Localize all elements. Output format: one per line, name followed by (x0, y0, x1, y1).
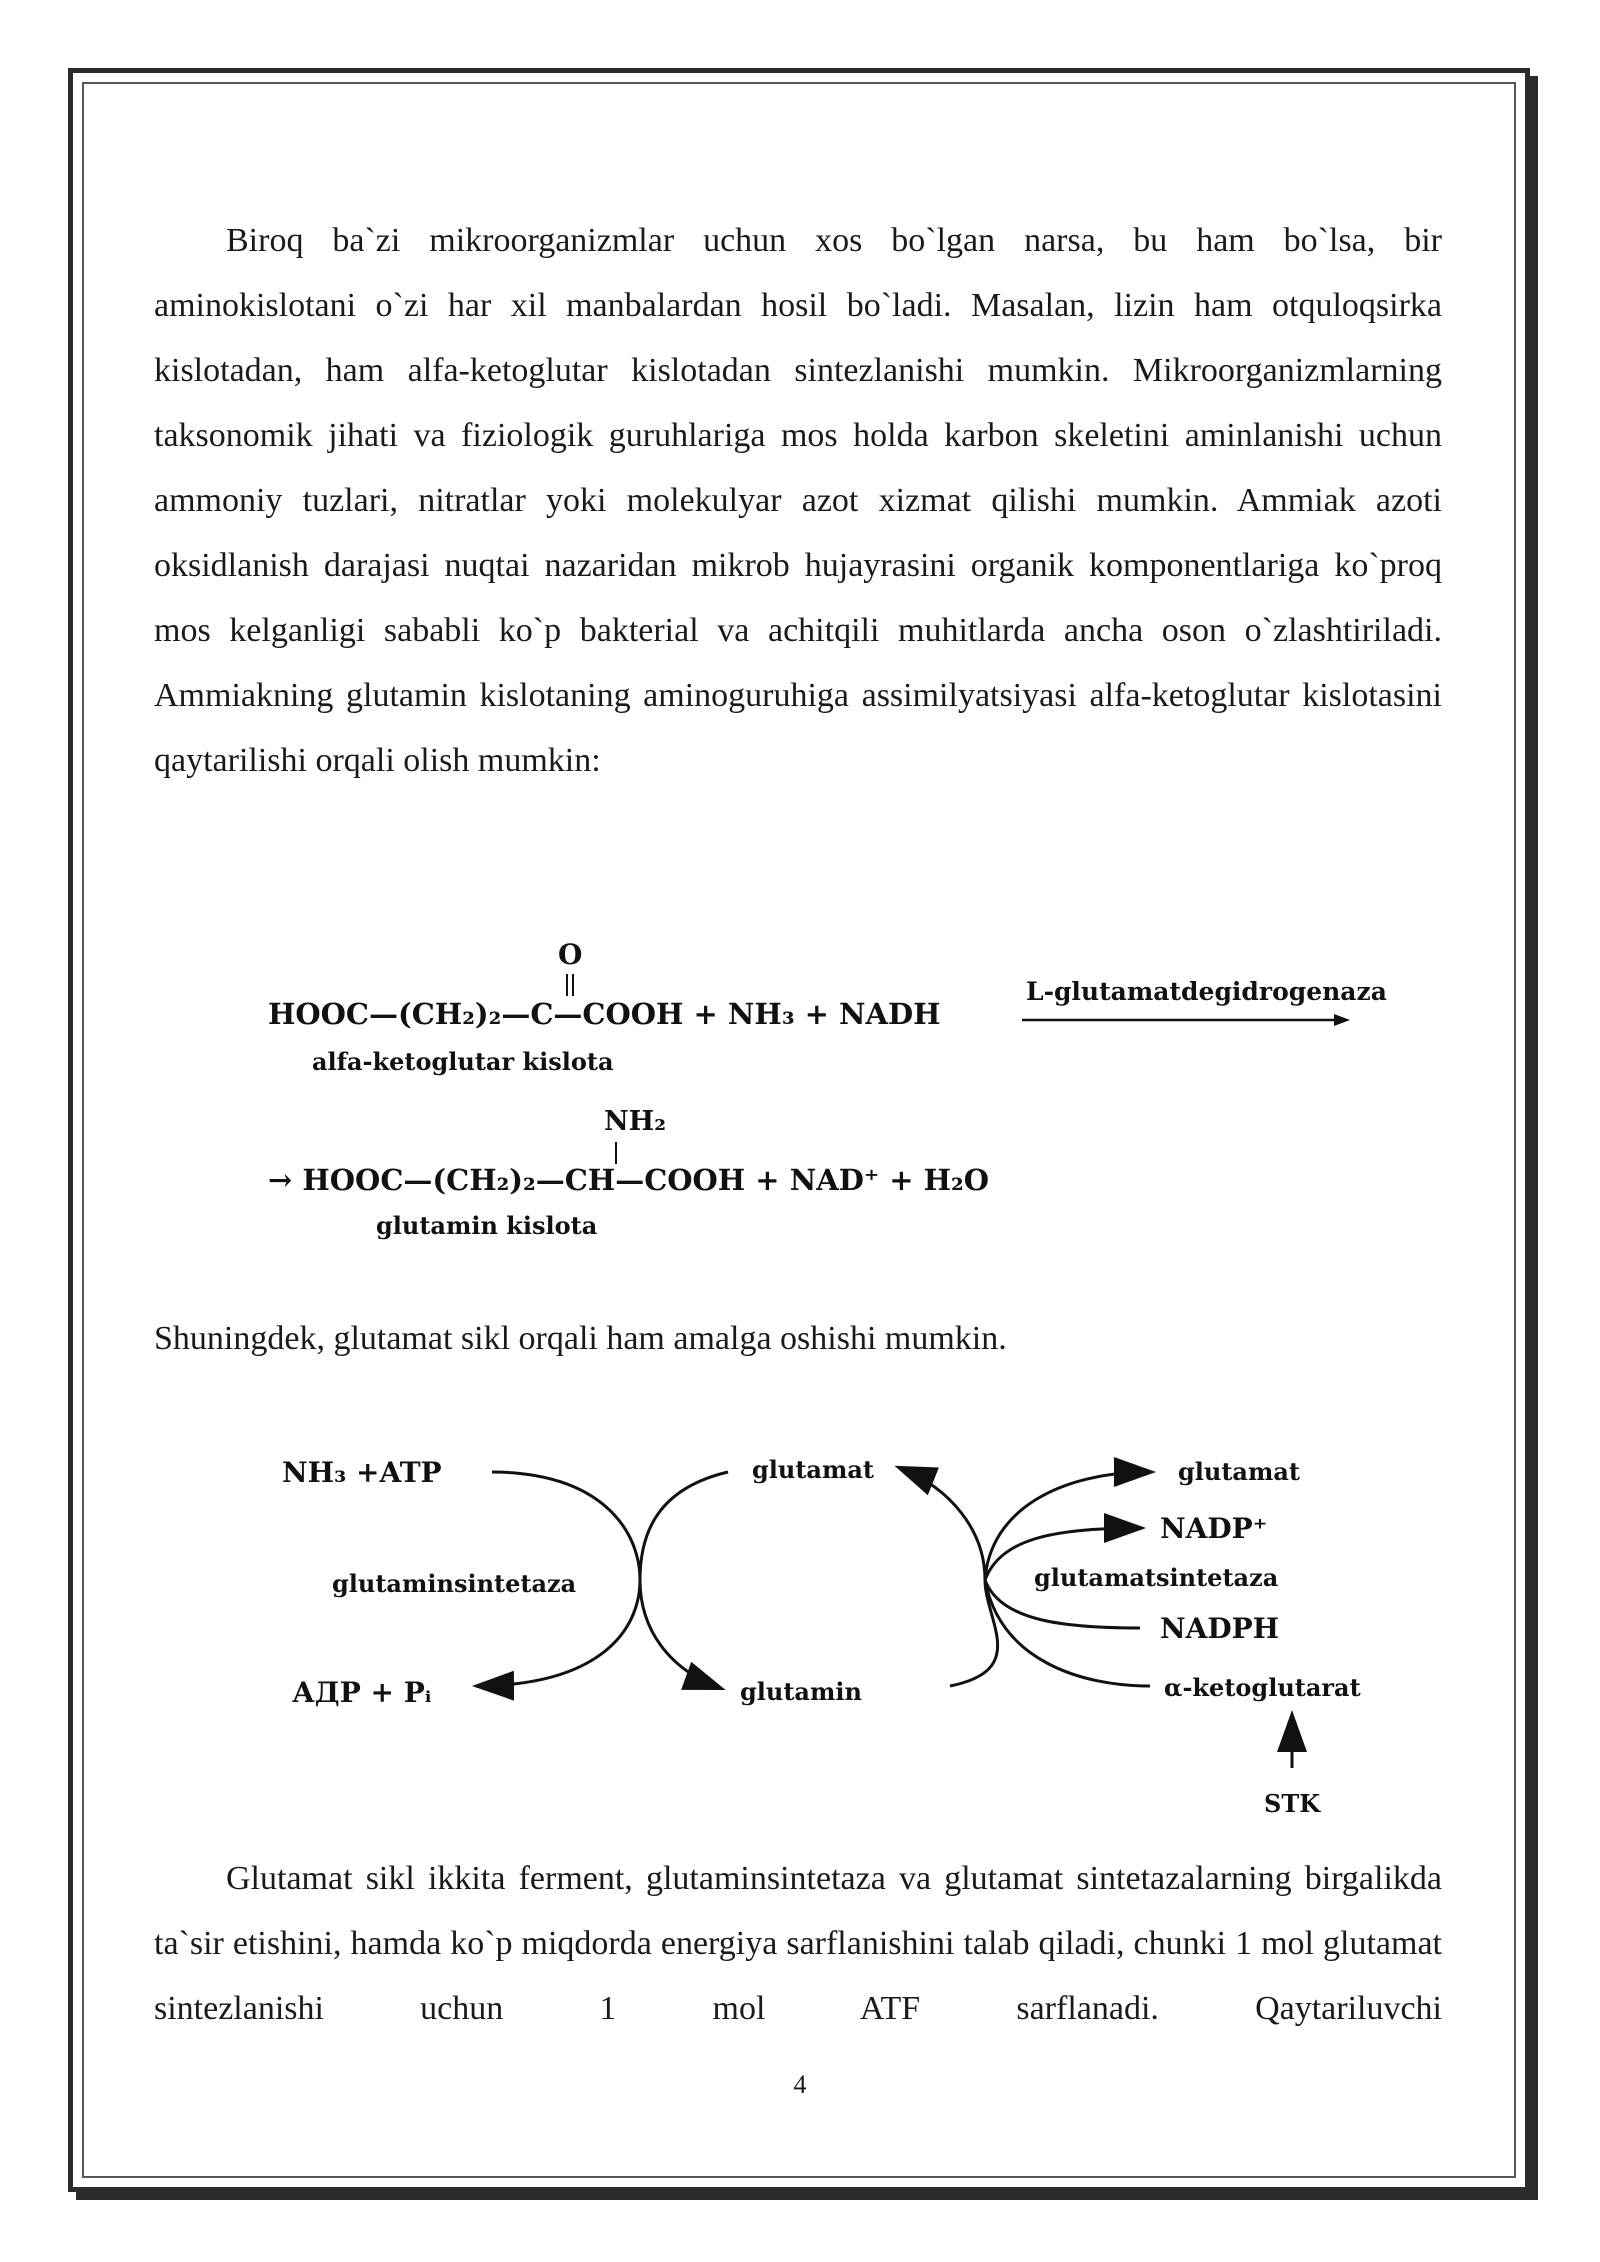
glutaminsintetaza-label: glutaminsintetaza (332, 1569, 577, 1598)
alpha-ketoglutarat-label: α-ketoglutarat (1164, 1673, 1361, 1702)
glutamat-center-label: glutamat (752, 1455, 875, 1484)
paragraph-intro (154, 208, 1442, 793)
nadph-label: NADPH (1160, 1612, 1280, 1645)
cycle-intro-sentence: Shuningdek, glutamat sikl orqali ham amalga oshishi mumkin. (154, 1320, 1007, 1357)
paragraph-cycle-text: Glutamat sikl ikkita ferment, glutaminsintetaza va glutamat sintetazalarning birgalikda ta`sir etishini, hamda ko`p miqdorda energiya sarflanishini talab qiladi, chunki 1 mol glutamat sintezlanishi uchun 1 mol ATF sarflanadi. Qaytariluvchi (154, 1860, 1442, 2027)
glutamate-dehydrogenase-reaction (0, 920, 1600, 1250)
carbonyl-oxygen: O (558, 938, 583, 971)
adp-pi-label: АДР + Pᵢ (292, 1676, 432, 1709)
reactant-formula: HOOC—(CH₂)₂—C—COOH + NH₃ + NADH (268, 997, 941, 1031)
glutamin-center-label: glutamin (740, 1677, 862, 1706)
glutamate-cycle-diagram (0, 1420, 1600, 1840)
glutamat-right-label: glutamat (1178, 1457, 1301, 1486)
page-border-shadow-bottom (76, 2192, 1538, 2200)
page-number: 4 (793, 2070, 807, 2099)
paragraph-intro-text: Biroq ba`zi mikroorganizmlar uchun xos bo`lgan narsa, bu ham bo`lsa, bir aminokislotani o`zi har xil manbalardan hosil bo`ladi. Masalan, lizin ham otquloqsirka kislotadan, ham alfa-ketoglutar kislotadan sintezlanishi mumkin. Mikroorganizmlarning taksonomik jihati va fiziologik guruhlariga mos holda karbon skeletini aminlanishi uchun ammoniy tuzlari, nitratlar yoki molekulyar azot xizmat qilishi mumkin. Ammiak azoti oksidlanish darajasi nuqtai nazaridan mikrob hujayrasini organik komponentlariga ko`proq mos kelganligi sababli ko`p bakterial va achitqili muhitlarda ancha oson o`zlashtiriladi. Ammiakning glutamin kislotaning aminoguruhiga assimilyatsiyasi alfa-ketoglutar kislotasini qaytarilishi orqali olish mumkin: (154, 222, 1442, 779)
glutamatsintetaza-label: glutamatsintetaza (1034, 1563, 1279, 1592)
product-name: glutamin kislota (376, 1211, 598, 1240)
nh3-atp-label: NH₃ +ATP (282, 1456, 442, 1489)
enzyme-label: L-glutamatdegidrogenaza (1026, 977, 1387, 1006)
paragraph-cycle (154, 1846, 1442, 2041)
reactant-name: alfa-ketoglutar kislota (312, 1047, 614, 1076)
product-formula: → HOOC—(CH₂)₂—CH—COOH + NAD⁺ + H₂O (268, 1163, 990, 1197)
amino-group: NH₂ (604, 1106, 667, 1137)
stk-label: STK (1264, 1789, 1321, 1818)
nadp-plus-label: NADP⁺ (1160, 1512, 1268, 1545)
